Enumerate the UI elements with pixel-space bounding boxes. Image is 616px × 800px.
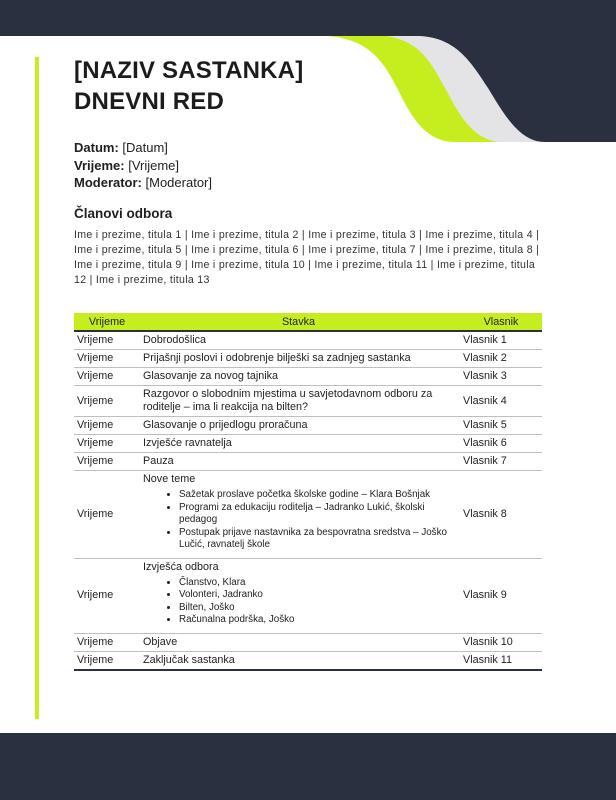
table-row [74,386,542,417]
row-time: Vrijeme [74,471,140,559]
agenda-header-row [74,313,542,331]
row-owner: Vlasnik 7 [457,453,542,471]
table-row [74,633,542,651]
subitem: • Računalna podrška, Joško [179,614,454,627]
row-item: Izvješće ravnatelja [140,435,457,453]
row-item: Glasovanje za novog tajnika [140,368,457,386]
moderator-line [74,174,212,192]
row-owner: Vlasnik 4 [457,386,542,417]
row-owner: Vlasnik 8 [457,471,542,559]
row-time: Vrijeme [74,435,140,453]
row-owner: Vlasnik 6 [457,435,542,453]
members-list: Ime i prezime, titula 1 | Ime i prezime, titula 2 | Ime i prezime, titula 3 | Ime i prezime, titula 4 | Ime i prezime, titula 5 | Ime i prezime, titula 6 | Ime i prezime, titula 7 | Ime i prezime, titula 8 | Ime i prezime, titula 9 | Ime i prezime, titula 10 | Ime i prezime, titula 11 | Ime i prezime, titula 12 | Ime i prezime, titula 13 [74,229,540,286]
agenda-heading: DNEVNI RED [74,88,225,115]
row-owner: Vlasnik 11 [457,651,542,670]
header-time: Vrijeme [74,313,140,331]
row-item: Glasovanje o prijedlogu proračuna [140,417,457,435]
row-item: Dobrodošlica [140,331,457,350]
time-value: [Vrijeme] [128,157,180,173]
row-item [140,558,457,633]
row-time: Vrijeme [74,453,140,471]
agenda-body [74,331,542,670]
subitem-list [143,489,454,552]
agenda-table [74,313,542,671]
row-time: Vrijeme [74,417,140,435]
row-item: Pauza [140,453,457,471]
moderator-value: [Moderator] [145,175,212,190]
accent-line [35,57,39,719]
row-owner: Vlasnik 5 [457,417,542,435]
time-line [74,157,212,175]
meeting-name: [NAZIV SASTANKA] [74,57,304,84]
date-value: [Datum] [122,140,168,155]
row-owner: Vlasnik 1 [457,331,542,350]
table-row [74,331,542,350]
date-line [74,139,212,157]
row-item: Prijašnji poslovi i odobrenje bilješki sa zadnjeg sastanka [140,350,457,368]
row-time: Vrijeme [74,331,140,350]
table-row [74,417,542,435]
members-title: Članovi odbora [74,206,173,221]
subitem: • Sažetak proslave početka školske godine – Klara Bošnjak [179,489,454,502]
row-item: Razgovor o slobodnim mjestima u savjetodavnom odboru za roditelje – ima li reakcija na bilten? [140,386,457,417]
date-label: Datum: [74,140,119,155]
row-item-topic: Nove teme [143,473,196,485]
row-time: Vrijeme [74,350,140,368]
subitem: • Bilten, Joško [179,602,454,615]
table-row [74,471,542,559]
footer-band [0,733,616,800]
time-label: Vrijeme: [74,157,125,173]
row-time: Vrijeme [74,651,140,670]
subitem: • Programi za edukaciju roditelja – Jadranko Lukić, školski pedagog [179,502,454,527]
table-row [74,350,542,368]
table-row [74,453,542,471]
meeting-meta [74,139,212,192]
table-row [74,368,542,386]
row-time: Vrijeme [74,386,140,417]
subitem: • Volonteri, Jadranko [179,589,454,602]
page-title [74,55,303,117]
row-item: Objave [140,633,457,651]
row-item [140,471,457,559]
row-owner: Vlasnik 3 [457,368,542,386]
row-owner: Vlasnik 10 [457,633,542,651]
table-row [74,558,542,633]
row-time: Vrijeme [74,368,140,386]
row-time: Vrijeme [74,558,140,633]
subitem: • Postupak prijave nastavnika za bespovratna sredstva – Joško Lučić, ravnatelj škole [179,527,454,552]
row-item-topic: Izvješća odbora [143,560,219,573]
row-time: Vrijeme [74,633,140,651]
row-owner: Vlasnik 9 [457,558,542,633]
header-item: Stavka [140,313,457,331]
subitem-list [143,577,454,627]
header-owner: Vlasnik [457,313,542,331]
moderator-label: Moderator: [74,175,142,190]
table-row [74,651,542,670]
subitem: • Članstvo, Klara [179,577,454,590]
row-owner: Vlasnik 2 [457,350,542,368]
row-item: Zaključak sastanka [140,651,457,670]
table-row [74,435,542,453]
